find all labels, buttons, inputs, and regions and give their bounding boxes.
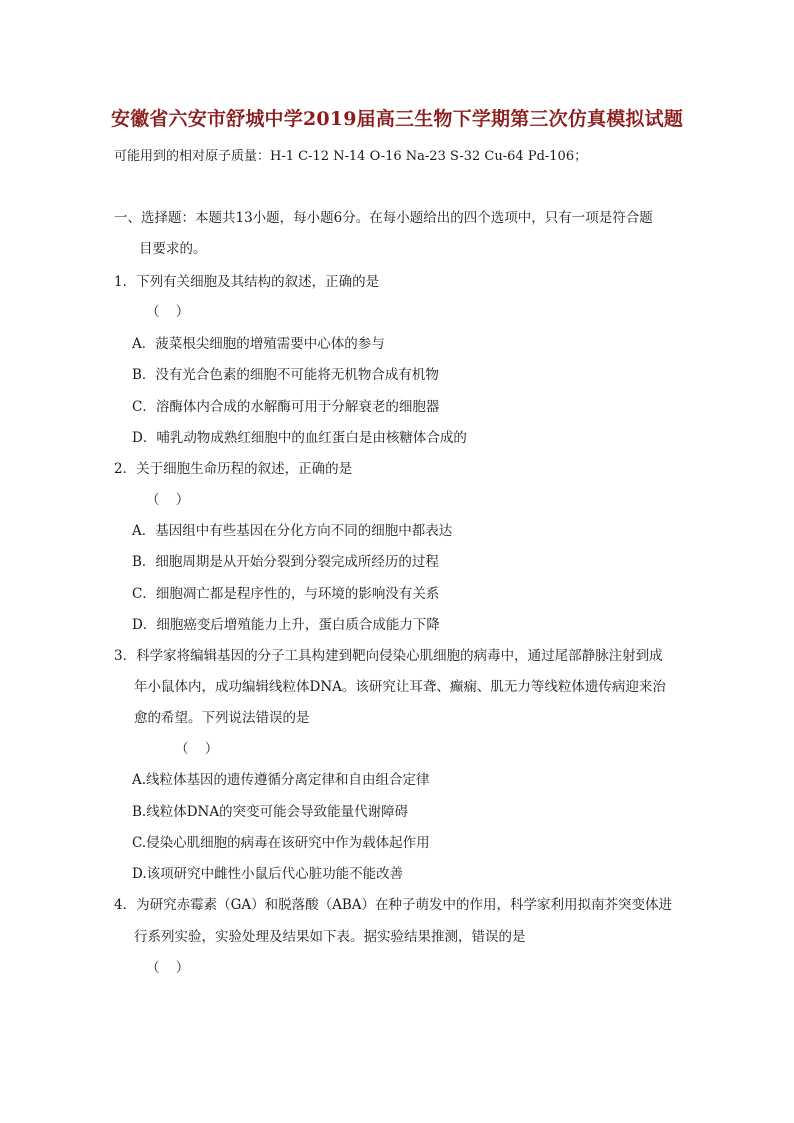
atomic-masses-note: 可能用到的相对原子质量：H-1 C-12 N-14 O-16 Na-23 S-32 Cu-64 Pd-106； [114,149,588,164]
section-instructions-line-1: 一、选择题：本题共13小题，每小题6分。在每小题给出的四个选项中，只有一项是符合题 [114,210,653,226]
question-4-stem: 4．为研究赤霉素（GA）和脱落酸（ABA）在种子萌发中的作用，科学家利用拟南芥突变体进 [114,897,673,913]
question-3-option-d: D.该项研究中雌性小鼠后代心脏功能不能改善 [132,866,404,882]
question-2-option-c: C．细胞凋亡都是程序性的，与环境的影响没有关系 [132,586,440,602]
section-instructions-line-2: 目要求的。 [139,241,207,257]
question-2-stem: 2．关于细胞生命历程的叙述，正确的是 [114,461,353,477]
exam-title: 安徽省六安市舒城中学2019届高三生物下学期第三次仿真模拟试题 [110,108,684,130]
question-4-answer-blank: （ ） [146,960,196,976]
question-1-option-a: A．菠菜根尖细胞的增殖需要中心体的参与 [132,336,385,352]
question-3-stem: 3．科学家将编辑基因的分子工具构建到靶向侵染心肌细胞的病毒中，通过尾部静脉注射到成 [114,648,663,664]
question-3-answer-blank: （ ） [175,741,225,757]
question-1-option-d: D．哺乳动物成熟红细胞中的血红蛋白是由核糖体合成的 [132,430,467,446]
question-4-stem-cont-1: 行系列实验，实验处理及结果如下表。据实验结果推测，错误的是 [134,929,526,945]
question-3-option-c: C.侵染心肌细胞的病毒在该研究中作为载体起作用 [132,835,430,851]
section-heading [114,203,684,265]
question-2-option-b: B．细胞周期是从开始分裂到分裂完成所经历的过程 [132,554,439,570]
question-1-option-c: C．溶酶体内合成的水解酶可用于分解衰老的细胞器 [132,399,440,415]
question-3-option-a: A.线粒体基因的遗传遵循分离定律和自由组合定律 [132,772,430,788]
question-1-stem: 1．下列有关细胞及其结构的叙述，正确的是 [114,274,380,290]
question-3-stem-cont-2: 愈的希望。下列说法错误的是 [134,710,310,726]
question-3-option-b: B.线粒体DNA的突变可能会导致能量代谢障碍 [132,804,409,820]
question-1-option-b: B．没有光合色素的细胞不可能将无机物合成有机物 [132,367,439,383]
question-1-answer-blank: （ ） [146,304,196,320]
question-2-answer-blank: （ ） [146,492,196,508]
question-3-stem-cont-1: 年小鼠体内，成功编辑线粒体DNA。该研究让耳聋、癫痫、肌无力等线粒体遗传病迎来治 [134,679,666,695]
question-2-option-d: D．细胞癌变后增殖能力上升，蛋白质合成能力下降 [132,617,440,633]
question-2-option-a: A．基因组中有些基因在分化方向不同的细胞中都表达 [132,523,453,539]
